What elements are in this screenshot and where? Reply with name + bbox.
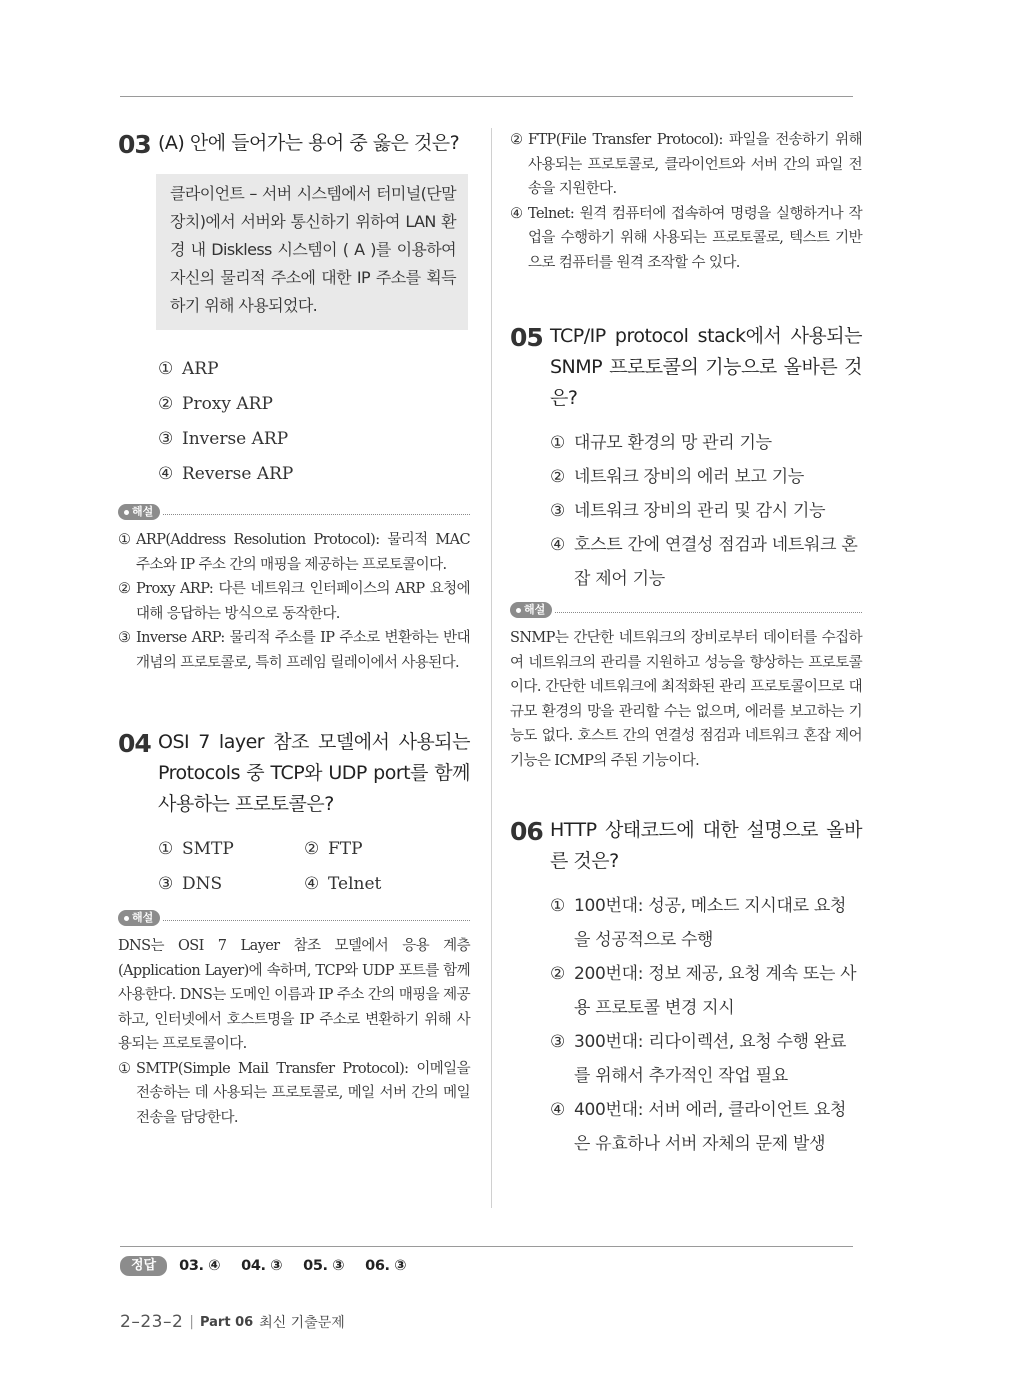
option-4[interactable] [550, 528, 862, 596]
option-text: 호스트 간에 연결성 점검과 네트워크 혼잡 제어 기능 [574, 535, 858, 589]
dotted-divider [555, 612, 862, 613]
item-mark: ④ [510, 205, 523, 222]
explanation-paragraph: SNMP는 간단한 네트워크의 장비로부터 데이터를 수집하여 네트워크의 관리를 지원하고 성능을 향상하는 프로토콜이다. 간단한 네트워크에 최적화된 관리 프로토콜이므로 대규모 환경의 망을 관리할 수는 없으며, 에러를 보고하는 기능도 없다. 호스트 간의 연결성 점검과 네트워크 혼잡 제어 기능은 ICMP의 주된 기능이다. [510, 630, 862, 769]
option-text: FTP [328, 839, 363, 859]
option-mark: ② [550, 467, 565, 487]
explanation-item [118, 1057, 470, 1131]
explanation-label: 해설 [132, 505, 154, 518]
explanation-item [118, 577, 470, 626]
option-text: 100번대: 성공, 메소드 지시대로 요청을 성공적으로 수행 [574, 896, 847, 950]
explanation-item [510, 128, 862, 202]
option-mark: ③ [550, 1032, 565, 1052]
column-divider [491, 128, 492, 1208]
option-mark: ④ [158, 464, 174, 484]
explanation-item [510, 202, 862, 276]
item-mark: ② [118, 581, 131, 597]
question-05-explanation [510, 626, 862, 773]
badge-dot-icon [124, 510, 129, 515]
option-text: 200번대: 정보 제공, 요청 계속 또는 사용 프로토콜 변경 지시 [574, 964, 857, 1018]
explanation-badge [118, 504, 160, 520]
option-mark: ① [550, 896, 565, 916]
explanation-label: 해설 [524, 603, 546, 616]
question-03 [118, 128, 470, 162]
option-3[interactable] [158, 867, 304, 902]
answer-item: 06. ③ [365, 1258, 407, 1274]
answer-item: 05. ③ [303, 1258, 345, 1274]
option-mark: ② [550, 964, 565, 984]
option-3[interactable] [158, 422, 470, 457]
badge-dot-icon [516, 608, 521, 613]
option-text: Telnet [328, 874, 382, 894]
page-number: 2–23–2 [120, 1312, 184, 1332]
question-number: 06 [510, 817, 543, 846]
option-mark: ① [158, 359, 174, 379]
option-2[interactable] [304, 832, 450, 867]
option-1[interactable] [550, 889, 862, 957]
question-text: (A) 안에 들어가는 용어 중 옳은 것은? [158, 132, 460, 154]
question-04 [118, 727, 470, 820]
left-column [118, 128, 470, 1130]
answer-item: 04. ③ [241, 1258, 283, 1274]
question-06-options [550, 889, 862, 1161]
option-text: DNS [182, 874, 223, 894]
option-1[interactable] [550, 426, 862, 460]
explanation-header [510, 602, 862, 618]
explanation-badge [118, 910, 160, 926]
explanation-badge [510, 602, 552, 618]
item-mark: ① [118, 1060, 131, 1077]
answer-badge: 정답 [120, 1256, 167, 1276]
option-text: Reverse ARP [182, 464, 294, 484]
bottom-rule [120, 1246, 853, 1247]
footer-separator: | [189, 1314, 194, 1330]
option-mark: ④ [550, 1100, 565, 1120]
badge-dot-icon [124, 916, 129, 921]
question-03-explanation [118, 528, 470, 675]
question-text: TCP/IP protocol stack에서 사용되는 SNMP 프로토콜의 기능으로 올바른 것은? [550, 325, 862, 409]
right-column [510, 128, 862, 1161]
part-label: Part 06 [199, 1314, 254, 1330]
option-mark: ④ [304, 874, 320, 894]
page-footer [120, 1312, 345, 1332]
question-number: 03 [118, 130, 151, 159]
option-2[interactable] [158, 387, 470, 422]
question-04-options [158, 832, 470, 902]
option-text: Proxy ARP [182, 394, 273, 414]
question-04-explanation [118, 934, 470, 1130]
option-text: 400번대: 서버 에러, 클라이언트 요청은 유효하나 서버 자체의 문제 발생 [574, 1100, 847, 1154]
question-03-context-box: 클라이언트 – 서버 시스템에서 터미널(단말장치)에서 서버와 통신하기 위하여 LAN 환경 내 Diskless 시스템이 ( A )를 이용하여 자신의 물리적 주소에 대한 IP 주소를 획득하기 위해 사용되었다. [156, 174, 468, 330]
option-text: 네트워크 장비의 관리 및 감시 기능 [574, 501, 826, 521]
question-text: HTTP 상태코드에 대한 설명으로 올바른 것은? [550, 819, 862, 872]
option-text: 300번대: 리다이렉션, 요청 수행 완료를 위해서 추가적인 작업 필요 [574, 1032, 847, 1086]
answer-key [120, 1256, 427, 1276]
question-05-options [550, 426, 862, 596]
item-mark: ② [510, 132, 523, 148]
question-05 [510, 321, 862, 414]
item-text: FTP(File Transfer Protocol): 파일을 전송하기 위해 사용되는 프로토콜로, 클라이언트와 서버 간의 파일 전송을 지원한다. [528, 132, 862, 197]
option-text: SMTP [182, 839, 234, 859]
question-04-explanation-continued [510, 128, 862, 275]
item-text: SMTP(Simple Mail Transfer Protocol): 이메일을 전송하는 데 사용되는 프로토콜로, 메일 서버 간의 메일 전송을 담당한다. [136, 1060, 470, 1126]
option-1[interactable] [158, 352, 470, 387]
dotted-divider [163, 920, 470, 921]
explanation-paragraph: DNS는 OSI 7 Layer 참조 모델에서 응용 계층(Application Layer)에 속하며, TCP와 UDP 포트를 함께 사용한다. DNS는 도메인 이름과 IP 주소 간의 매핑을 제공하고, 인터넷에서 호스트명을 IP 주소로 변환하기 위해 사용되는 프로토콜이다. [118, 938, 470, 1052]
question-06 [510, 815, 862, 877]
question-text: OSI 7 layer 참조 모델에서 사용되는 Protocols 중 TCP와 UDP port를 함께 사용하는 프로토콜은? [158, 731, 470, 815]
option-3[interactable] [550, 494, 862, 528]
option-1[interactable] [158, 832, 304, 867]
explanation-item [118, 626, 470, 675]
explanation-item [118, 528, 470, 577]
option-text: 네트워크 장비의 에러 보고 기능 [574, 467, 805, 487]
option-mark: ③ [158, 874, 174, 894]
item-text: Inverse ARP: 물리적 주소를 IP 주소로 변환하는 반대 개념의 프로토콜로, 특히 프레임 릴레이에서 사용된다. [136, 630, 470, 671]
question-number: 04 [118, 729, 151, 758]
option-mark: ② [158, 394, 174, 414]
option-3[interactable] [550, 1025, 862, 1093]
option-4[interactable] [158, 457, 470, 492]
item-mark: ③ [118, 630, 131, 646]
option-mark: ① [158, 839, 174, 859]
option-2[interactable] [550, 957, 862, 1025]
explanation-header [118, 910, 470, 926]
option-mark: ② [304, 839, 320, 859]
option-2[interactable] [550, 460, 862, 494]
option-mark: ③ [550, 501, 565, 521]
explanation-label: 해설 [132, 911, 154, 924]
item-text: Telnet: 원격 컴퓨터에 접속하여 명령을 실행하거나 작업을 수행하기 위해 사용되는 프로토콜로, 텍스트 기반으로 컴퓨터를 원격 조작할 수 있다. [528, 205, 862, 271]
option-4[interactable] [550, 1093, 862, 1161]
section-label: 최신 기출문제 [259, 1315, 345, 1331]
answer-item: 03. ④ [179, 1258, 221, 1274]
item-mark: ① [118, 532, 131, 548]
dotted-divider [163, 514, 470, 515]
question-03-options [158, 352, 470, 492]
option-text: ARP [182, 359, 219, 379]
top-rule [120, 96, 853, 97]
item-text: ARP(Address Resolution Protocol): 물리적 MAC 주소와 IP 주소 간의 매핑을 제공하는 프로토콜이다. [136, 532, 470, 573]
option-mark: ③ [158, 429, 174, 449]
item-text: Proxy ARP: 다른 네트워크 인터페이스의 ARP 요청에 대해 응답하는 방식으로 동작한다. [136, 581, 470, 622]
option-mark: ① [550, 433, 565, 453]
option-text: Inverse ARP [182, 429, 289, 449]
question-number: 05 [510, 323, 543, 352]
option-text: 대규모 환경의 망 관리 기능 [574, 433, 772, 453]
explanation-header [118, 504, 470, 520]
option-4[interactable] [304, 867, 450, 902]
option-mark: ④ [550, 535, 565, 555]
